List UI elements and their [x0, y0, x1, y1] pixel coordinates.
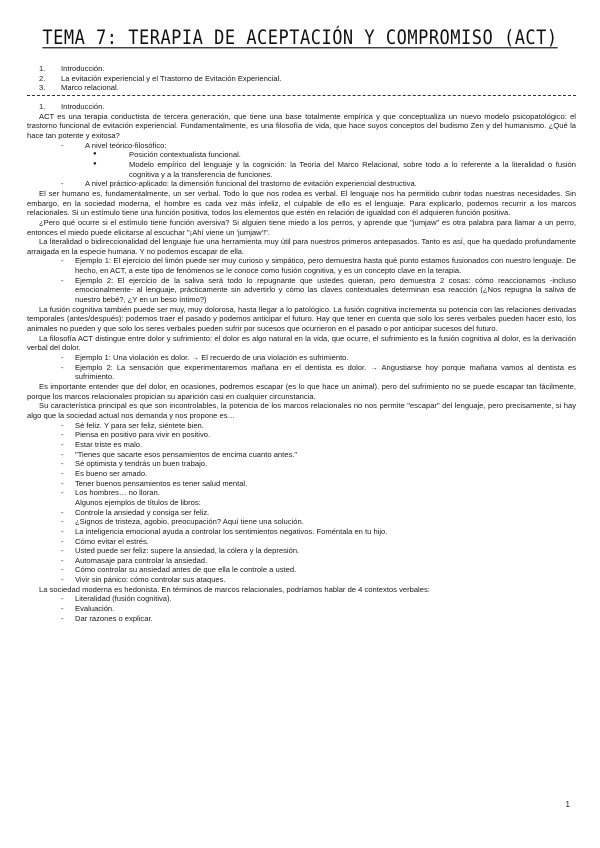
list-item: - Evaluación.: [27, 604, 576, 614]
list-item: - Cómo controlar su ansiedad antes de que ella le controle a usted.: [27, 565, 576, 575]
paragraph: La literalidad o bidireccionalidad del lenguaje fue una herramienta muy útil para nuestros primeros antepasados. Tanto es así, que ha quedado profundamente arraigada en la especie humana. Y no podemos escapar de ella.: [27, 237, 576, 256]
toc-item: 3. Marco relacional.: [39, 83, 119, 93]
section-heading: 1. Introducción.: [39, 101, 105, 111]
list-item: - Los hombres… no lloran.: [27, 488, 576, 498]
list-item: - A nivel teórico-filosófico:: [27, 141, 576, 151]
page-number: 1: [565, 800, 570, 809]
list-item: - "Tienes que sacarte esos pensamientos de encima cuanto antes.": [27, 450, 576, 460]
list-item: - Estar triste es malo.: [27, 440, 576, 450]
paragraph: ¿Pero qué ocurre si el estímulo tiene función aversiva? Si alguien tiene miedo a los perros, y aprende que "jumjaw" es otra palabra para llamar a un perro, entonces el miedo puede elicitarse al escuchar "¡Ahí viene un 'jumjaw'!".: [27, 217, 576, 237]
paragraph: ACT es una terapia conductista de tercera generación, que tiene una base totalmente empírica y que conceptualiza un nuevo modelo psicopatológico: el trastorno funcional de evitación experiencial. Fundamentalmente, es una filosofía de vida, que hace suyos conceptos del budismo Zen y del humanismo. ¿Qué la hace tan potente y exitosa?: [27, 111, 576, 140]
paragraph: Su característica principal es que son incontrolables, la potencia de los marcos relacionales no nos permite "escapar" del lenguaje, pero precisamente, si hay algo que la sociedad actual nos demanda y nos propone es…: [27, 401, 576, 420]
list-item: - Automasaje para controlar la ansiedad.: [27, 556, 576, 566]
paragraph: La filosofía ACT distingue entre dolor y sufrimiento: el dolor es algo natural en la vida, que ocurre, el sufrimiento es la fusión cognitiva al dolor, es la derivación verbal del dolor.: [27, 333, 576, 353]
list-item: - Es bueno ser amado.: [27, 469, 576, 479]
example-item: - Ejemplo 2: La sensación que experimentaremos mañana en el dentista es dolor. → Angustiarse hoy porque mañana vamos al dentista es sufrimiento.: [27, 363, 576, 382]
dashed-divider: [27, 95, 576, 96]
bullet-item: ● Modelo empírico del lenguaje y la cognición: la Teoría del Marco Relacional, sobre todo a lo referente a la literalidad o fusión cognitiva y a la transferencia de funciones.: [27, 160, 576, 179]
list-item: - Sé optimista y tendrás un buen trabajo.: [27, 459, 576, 469]
toc-item: 1. Introducción.: [39, 64, 105, 73]
list-item: - Usted puede ser feliz: supere la ansiedad, la cólera y la depresión.: [27, 546, 576, 556]
list-item: - Cómo evitar el estrés.: [27, 537, 576, 547]
list-item: - Controle la ansiedad y consiga ser feliz.: [27, 508, 576, 518]
list-item: - La inteligencia emocional ayuda a controlar los sentimientos negativos. Foméntala en tu hijo.: [27, 527, 576, 537]
list-item: - Vivir sin pánico: cómo controlar sus ataques.: [27, 575, 576, 585]
list-item: - Dar razones o explicar.: [27, 614, 576, 624]
example-item: - Ejemplo 1: El ejercicio del limón puede ser muy curioso y simpático, pero demuestra hasta qué punto estamos fusionados con nuestro lenguaje. De hecho, en ACT, a este tipo de fenómenos se le conoce como fusión cognitiva, y es un concepto clave en la terapia.: [27, 256, 576, 275]
paragraph: La fusión cognitiva también puede ser muy, muy dolorosa, hasta llegar a lo patológico. La fusión cognitiva incrementa su potencia con las relaciones derivadas temporales (antes/después): podemos traer el pasado y podemos anticipar el futuro. Hay que tener en cuenta que solo los seres verbales pueden hacer esto, los animales no pueden y que solo los seres verbales pueden sufrir por sucesos que ocurrieron en el pasado o por anticipar sucesos del futuro.: [27, 304, 576, 334]
list-item: - Tener buenos pensamientos es tener salud mental.: [27, 479, 576, 489]
example-item: - Ejemplo 2: El ejercicio de la saliva será todo lo repugnante que ustedes quieran, pero demuestra 2 cosas: cómo reaccionamos -incluso emocionalmente- al lenguaje, prácticamente sin advertirlo y cómo las claves contextuales determinan esa reacción (¿Nos repugna la saliva de nuestro bebé?, ¿Y en un beso íntimo?): [27, 276, 576, 305]
paragraph: Es importante entender que del dolor, en ocasiones, podremos escapar (es lo que hace un animal). pero del sufrimiento no se puede escapar tan fácilmente, porque los marcos relacionales propician su aparición casi en cualquier circunstancia.: [27, 382, 576, 401]
book-titles-intro: Algunos ejemplos de títulos de libros:: [75, 497, 201, 507]
list-item: - Piensa en positivo para vivir en positivo.: [27, 430, 576, 440]
document-body: [27, 64, 576, 623]
example-item: - Ejemplo 1: Una violación es dolor. → El recuerdo de una violación es sufrimiento.: [27, 353, 576, 363]
list-item: - ¿Signos de tristeza, agobio, preocupación? Aquí tiene una solución.: [27, 517, 576, 527]
paragraph: La sociedad moderna es hedonista. En términos de marcos relacionales, podríamos hablar de 4 contextos verbales:: [39, 584, 430, 594]
table-of-contents: [27, 64, 576, 93]
list-item: - Sé feliz. Y para ser feliz, siéntete bien.: [27, 421, 576, 431]
document-title: TEMA 7: TERAPIA DE ACEPTACIÓN Y COMPROMISO (ACT): [42, 26, 558, 50]
list-item: - Literalidad (fusión cognitiva).: [27, 594, 576, 604]
bullet-item: ● Posición contextualista funcional.: [27, 150, 576, 160]
paragraph: El ser humano es, fundamentalmente, un ser verbal. Todo lo que nos rodea es verbal. El lenguaje nos ha permitido cubrir todas nuestras necesidades. Sin embargo, en la sociedad moderna, el hombre es cada vez más infeliz, el culpable de ello es el lenguaje. Para explicarlo, podemos recurrir a los marcos relacionales. Si un estímulo tiene una función positiva, todos los elementos que estén en relación de igualdad con él adquieren función positiva.: [27, 188, 576, 218]
toc-item: 2. La evitación experiencial y el Trastorno de Evitación Experiencial.: [39, 73, 282, 83]
list-item: - A nivel práctico-aplicado: la dimensión funcional del trastorno de evitación experiencial destructiva.: [27, 179, 576, 189]
